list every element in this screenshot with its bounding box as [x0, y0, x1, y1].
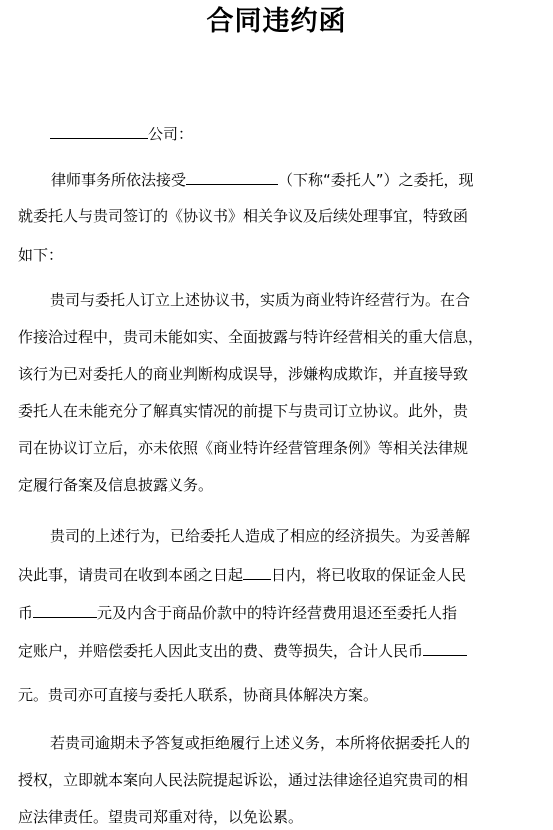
document-title: 合同违约函	[206, 6, 347, 37]
para3-line: 授权，立即就本案向人民法院提起诉讼，通过法律途径追究贵司的相	[18, 771, 469, 789]
para2-line-2	[18, 565, 466, 585]
intro-line-1	[51, 170, 474, 190]
company-name-blank	[50, 124, 148, 139]
para2-text-2b: 日内，将已收取的保证金人民	[271, 566, 467, 584]
para1-line: 司在协议订立后，亦未依照《商业特许经营管理条例》等相关法律规	[18, 439, 469, 457]
para2-text-2a: 决此事，请贵司在收到本函之日起	[18, 566, 244, 584]
total-amount-blank	[423, 641, 467, 656]
para2-line-1: 贵司的上述行为，已给委托人造成了相应的经济损失。为妥善解	[50, 527, 471, 545]
client-name-blank	[186, 170, 278, 185]
addressee-suffix: 公司：	[148, 125, 194, 143]
intro-text-1b: （下称“委托人”）之委托，现	[278, 171, 474, 189]
para2-text-3b: 元及内含于商品价款中的特许经营费用退还至委托人指	[97, 604, 458, 622]
para2-line-5: 元。贵司亦可直接与委托人联系，协商具体解决方案。	[18, 686, 379, 704]
para1-line: 该行为已对委托人的商业判断构成误导，涉嫌构成欺诈，并直接导致	[18, 365, 469, 383]
addressee-line	[50, 124, 193, 144]
para1-line: 委托人在未能充分了解真实情况的前提下与贵司订立协议。此外，贵	[18, 402, 469, 420]
para1-line: 定履行备案及信息披露义务。	[18, 476, 214, 494]
days-blank	[243, 565, 271, 580]
para3-line: 若贵司逾期未予答复或拒绝履行上述义务，本所将依据委托人的	[50, 734, 471, 752]
para2-line-4	[18, 641, 467, 661]
intro-line-3: 如下：	[18, 246, 64, 264]
deposit-amount-blank	[33, 603, 97, 618]
intro-line-2: 就委托人与贵司签订的《协议书》相关争议及后续处理事宜，特致函	[18, 207, 469, 225]
para1-line: 作接洽过程中，贵司未能如实、全面披露与特许经营相关的重大信息，	[18, 328, 484, 346]
para1-line: 贵司与委托人订立上述协议书，实质为商业特许经营行为。在合	[50, 291, 471, 309]
para2-text-3a: 币	[18, 604, 34, 622]
intro-text-1a: 律师事务所依法接受	[51, 171, 187, 189]
para2-text-4: 定账户，并赔偿委托人因此支出的费、费等损失，合计人民币	[18, 642, 424, 660]
para3-line: 应法律责任。望贵司郑重对待，以免讼累。	[18, 808, 304, 826]
para2-line-3	[18, 603, 457, 623]
